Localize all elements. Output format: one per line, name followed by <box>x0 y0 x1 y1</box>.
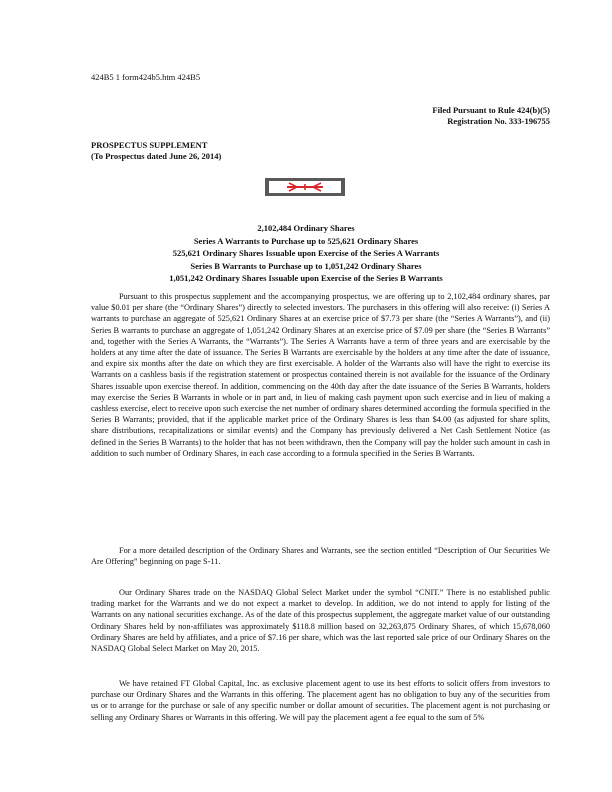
supplement-title: PROSPECTUS SUPPLEMENT <box>91 140 208 150</box>
document-reference: 424B5 1 form424b5.htm 424B5 <box>91 72 201 82</box>
logo-mark-icon <box>269 181 341 193</box>
company-logo <box>265 178 345 196</box>
filing-block <box>432 105 550 127</box>
description-reference-paragraph: For a more detailed description of the Ordinary Shares and Warrants, see the section entitled “Description of Our Securities We Are Offering” beginning on page S-11. <box>91 546 550 567</box>
offering-terms-paragraph: Pursuant to this prospectus supplement and the accompanying prospectus, we are offering up to 2,102,484 ordinary shares, par value $0.01 per share (the “Ordinary Shares”) directly to selected investors. The purchasers in this offering will also receive: (i) Series A warrants to purchase an aggregate of 525,621 Ordinary Shares at an exercise price of $7.73 per share (the “Series A Warrants”), and (ii) Series B warrants to purchase an aggregate of 1,051,242 Ordinary Shares at an exercise price of $7.09 per share (the “Series B Warrants” and, together with the Series A Warrants, the “Warrants”). The Series A Warrants have a term of three years and are exercisable by the holders at any time after the date of issuance. The Series B Warrants are exercisable by the holders at any time after the date of issuance, and expire six months after the date on which they are first exercisable. A holder of the Warrants also will have the right to exercise its Warrants on a cashless basis if the registration statement or prospectus contained therein is not available for the issuance of the Ordinary Shares issuable upon exercise thereof. In addition, commencing on the 40th day after the date issuance of the Series B Warrants, holders may exercise the Series B Warrants in whole or in part and, in lieu of making cash payment upon such exercise and in lieu of making a cashless exercise, elect to receive upon such exercise the net number of ordinary shares determined according the formula specified in the Series B Warrants; provided, that if the applicable market price of the Ordinary Shares is less than $4.00 (as adjusted for share splits, share distributions, recapitalizations or similar events) and the Company has previously delivered a Net Cash Settlement Notice (as defined in the Series B Warrants) to the holder that has not been withdrawn, then the Company will pay the holder such amount in cash in addition to such number of Ordinary Shares, in each case according to a formula specified in the Series B Warrants. <box>91 292 550 458</box>
offering-line: Series A Warrants to Purchase up to 525,621 Ordinary Shares <box>193 235 419 246</box>
placement-agent-paragraph: We have retained FT Global Capital, Inc. as exclusive placement agent to use its best efforts to solicit offers from investors to purchase our Ordinary Shares and the Warrants in this offering. The placement agent has no obligation to buy any of the securities from us or to arrange for the purchase or sale of any specific number or dollar amount of securities. The placement agent is not purchasing or selling any Ordinary Shares or Warrants in this offering. We will pay the placement agent a fee equal to the sum of 5% <box>91 679 550 722</box>
registration-number: Registration No. 333-196755 <box>447 116 550 126</box>
supplement-subtitle: (To Prospectus dated June 26, 2014) <box>91 151 222 161</box>
supplement-heading <box>91 140 221 162</box>
offering-line: 525,621 Ordinary Shares Issuable upon Exercise of the Series A Warrants <box>172 248 440 258</box>
offering-line: Series B Warrants to Purchase up to 1,051,242 Ordinary Shares <box>190 260 422 271</box>
offering-summary <box>60 222 552 285</box>
offering-line: 2,102,484 Ordinary Shares <box>257 223 355 233</box>
offering-line: 1,051,242 Ordinary Shares Issuable upon Exercise of the Series B Warrants <box>169 273 443 283</box>
market-info-paragraph: Our Ordinary Shares trade on the NASDAQ Global Select Market under the symbol “CNIT.” There is no established public trading market for the Warrants and we do not expect a market to develop. In addition, we do not intend to apply for listing of the Warrants on any national securities exchange. As of the date of this prospectus supplement, the aggregate market value of our outstanding Ordinary Shares held by non-affiliates was approximately $118.8 million based on 32,263,875 Ordinary Shares, of which 15,678,060 Ordinary Shares are held by affiliates, and a price of $7.16 per share, which was the last reported sale price of our Ordinary Shares on the NASDAQ Global Select Market on May 20, 2015. <box>91 588 550 654</box>
filing-rule: Filed Pursuant to Rule 424(b)(5) <box>432 105 550 115</box>
